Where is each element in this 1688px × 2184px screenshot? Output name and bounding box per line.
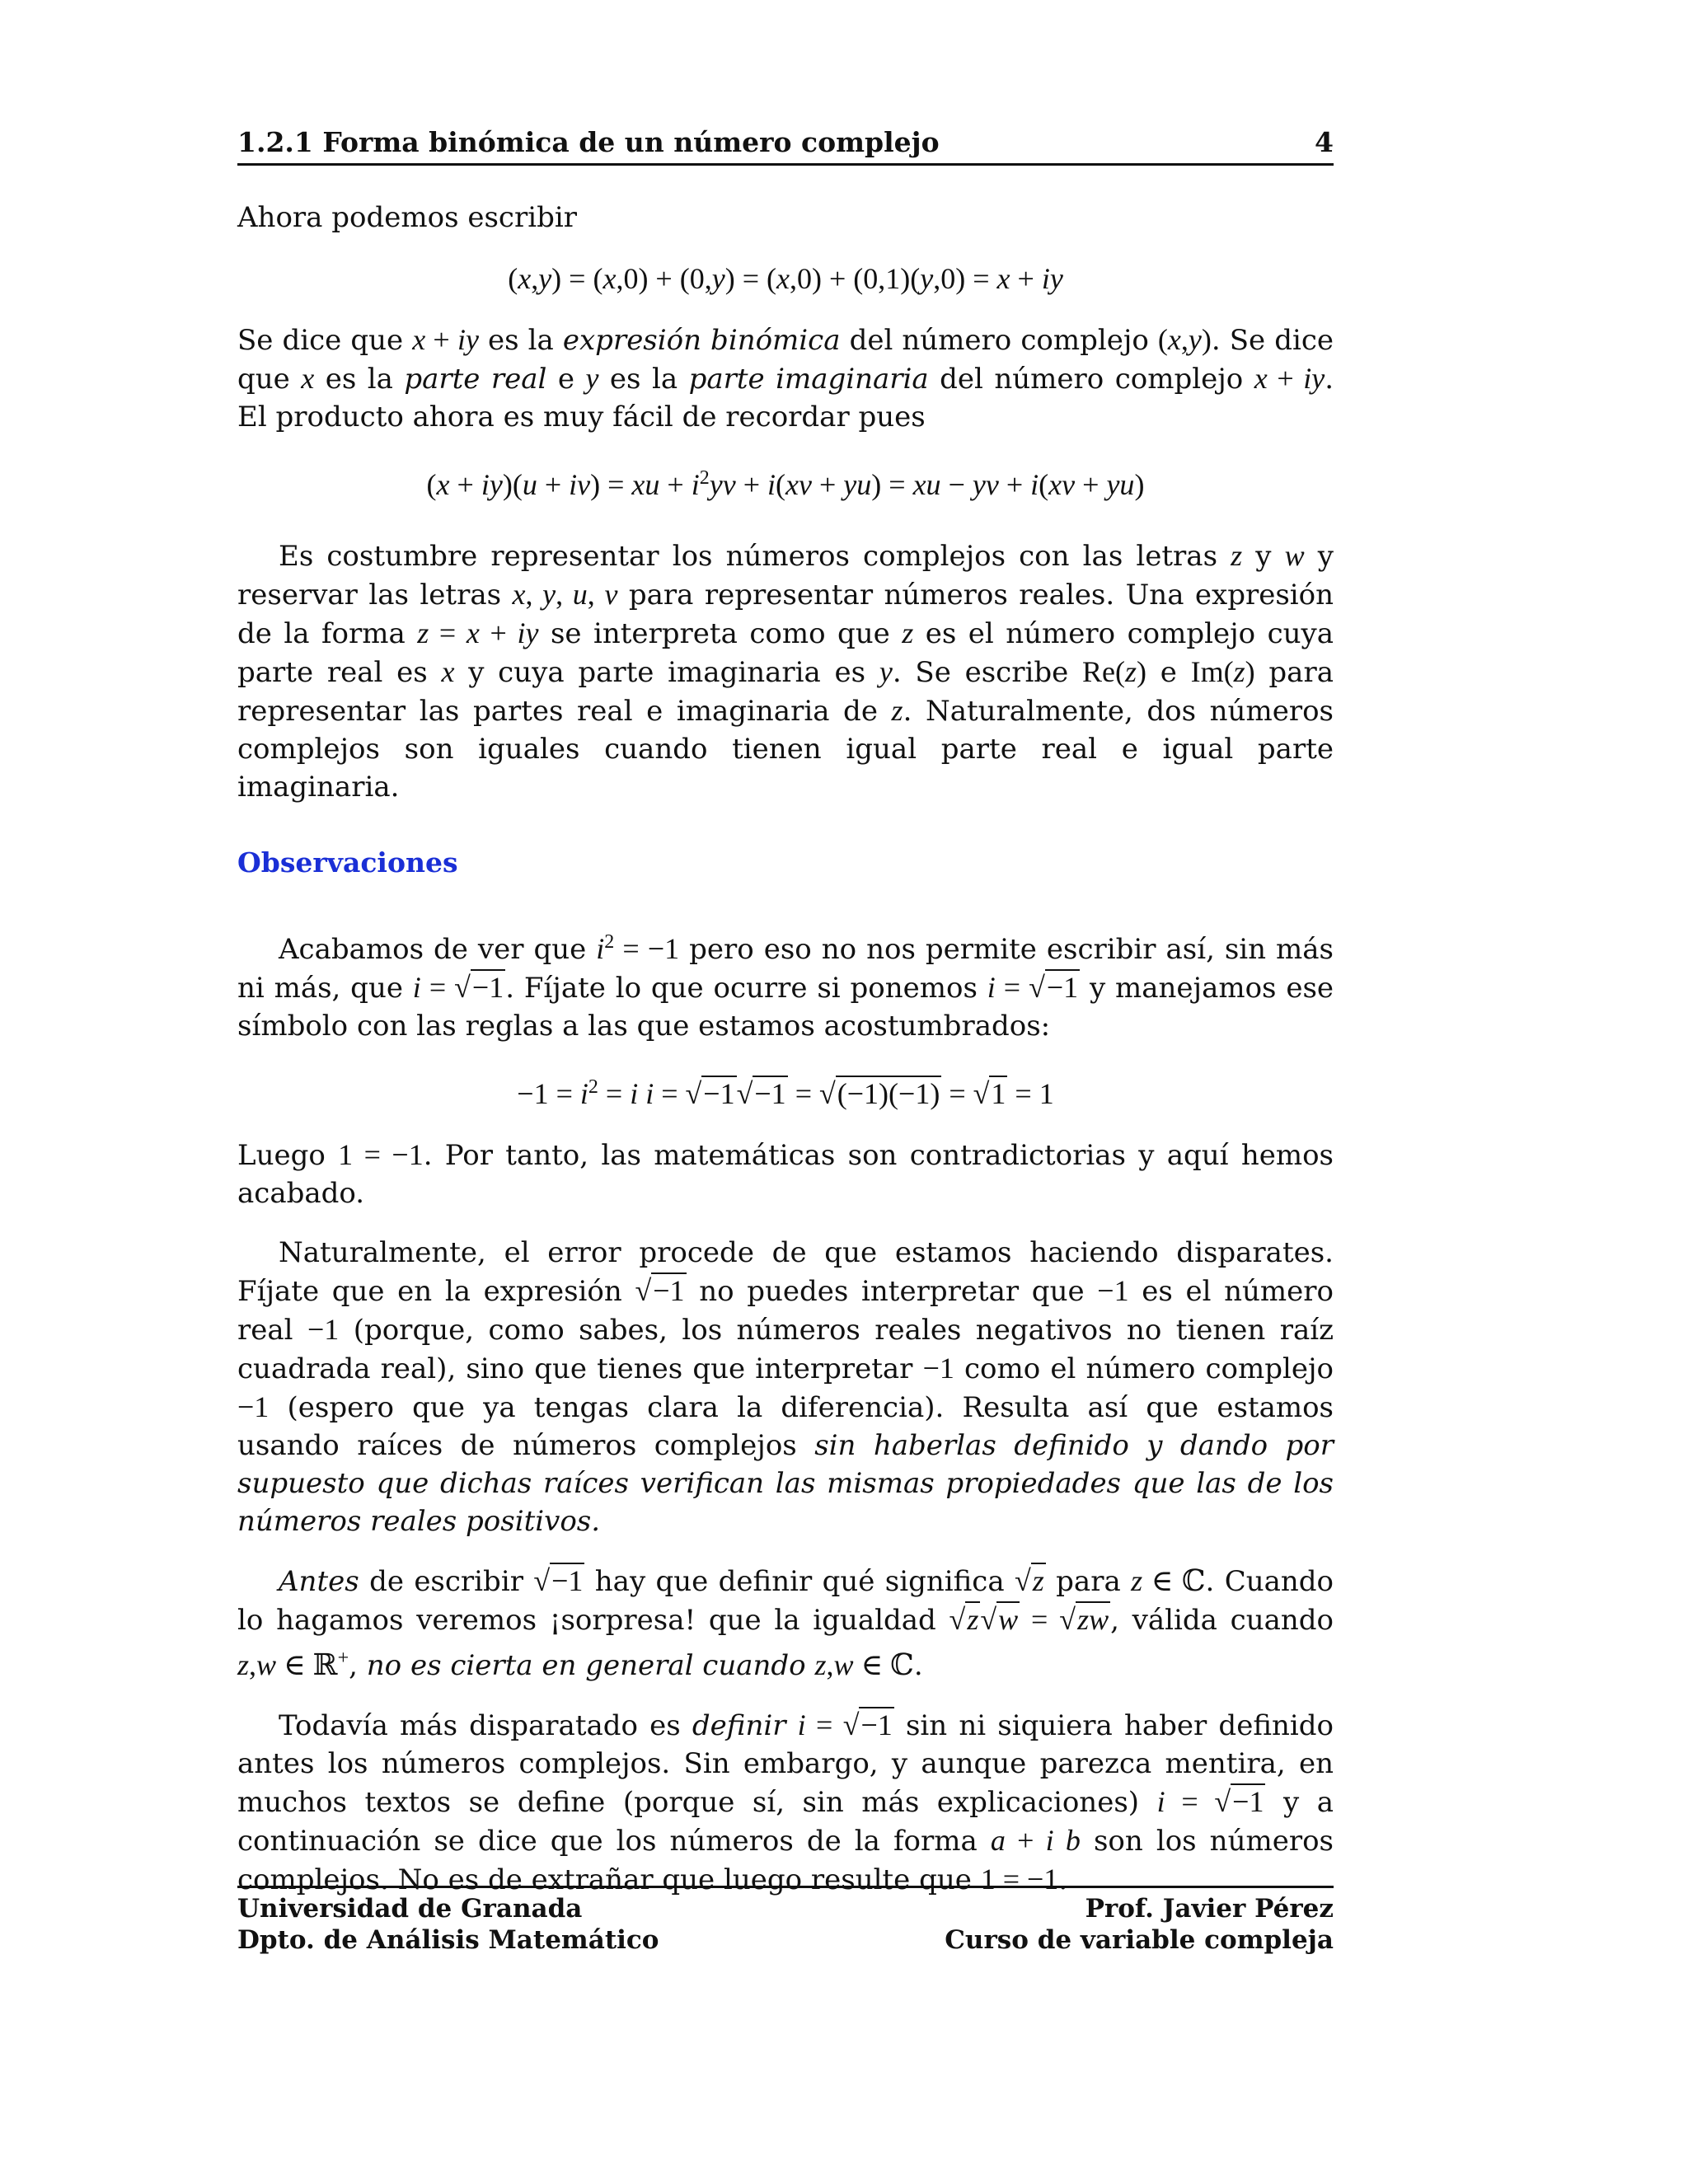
footer-left xyxy=(237,1893,659,1956)
running-header xyxy=(237,124,1334,166)
footer-course: Curso de variable compleja xyxy=(945,1925,1334,1955)
paragraph-conclusion: Luego 1 = −1. Por tanto, las matemáticas son contradictorias y aquí hemos acabado. xyxy=(237,1138,1334,1210)
page-number: 4 xyxy=(1315,126,1334,158)
equation-contradiction: $-1 = i^2 = i$ i = √−1√−1 = √(−1)(−1) = √1 = 1 xyxy=(517,1076,1054,1110)
footer-author: Prof. Javier Pérez xyxy=(1085,1894,1334,1924)
section-title: 1.2.1 Forma binómica de un número complejo xyxy=(237,126,940,158)
equation-binomial: (x,y) = (x,0) + (0,y) = (x,0) + (0,1)(y,0) = x + iy xyxy=(508,262,1063,295)
page-footer xyxy=(237,1886,1334,1956)
section-heading-observaciones: Observaciones xyxy=(237,846,458,879)
paragraph-final: Todavía más disparatado es definir i = √−1 sin ni siquiera haber definido antes los números complejos. Sin embargo, y aunque parezca mentira, en muchos textos se define (porque sí, sin más explicaciones) i = √−1 y a continuación se dice que los números de la forma a + i b son los números complejos. No es de extrañar que luego resulte que 1 = −1. xyxy=(237,1708,1334,1896)
paragraph-definition-warning: Antes de escribir √−1 hay que definir qué significa √z para z ∈ ℂ. Cuando lo hagamos veremos ¡sorpresa! que la igualdad √z√w = √zw, válida cuando z,w ∈ ℝ+, no es cierta en general cuando z,w ∈ ℂ. xyxy=(237,1564,1334,1682)
footer-department: Dpto. de Análisis Matemático xyxy=(237,1925,659,1955)
paragraph-definition: Se dice que x + iy es la expresión binómica del número complejo (x,y). Se dice que x es la parte real e y es la parte imaginaria del número complejo x + iy. El producto ahora es muy fácil de recordar pues xyxy=(237,323,1334,434)
footer-right xyxy=(945,1893,1334,1956)
footer-university: Universidad de Granada xyxy=(237,1894,583,1924)
equation-product: (x + iy)(u + iv) = xu + $i^2yv + i(xv + yu)$ = xu − yv + i(xv + yu) xyxy=(426,467,1145,501)
page-body xyxy=(237,124,1334,1899)
paragraph-intro: Ahora podemos escribir xyxy=(237,201,577,234)
paragraph-observation-1: Acabamos de ver que $i^2 = -1$ pero eso no nos permite escribir así, sin más ni más, que i = √−1. Fíjate lo que ocurre si ponemos i = √−1 y manejamos ese símbolo con las reglas a las que estamos acostumbrados: xyxy=(237,931,1334,1043)
paragraph-explanation: Naturalmente, el error procede de que estamos haciendo disparates. Fíjate que en la expresión √−1 no puedes interpretar que −1 es el número real −1 (porque, como sabes, los números reales negativos no tienen raíz cuadrada real), sino que tienes que interpretar −1 como el número complejo −1 (espero que ya tengas clara la diferencia). Resulta así que estamos usando raíces de números complejos sin haberlas definido y dando por supuesto que dichas raíces verifican las mismas propiedades que las de los números reales positivos. xyxy=(237,1236,1334,1538)
paragraph-notation: Es costumbre representar los números complejos con las letras z y w y reservar las letras x, y, u, v para representar números reales. Una expresión de la forma z = x + iy se interpreta como que z es el número complejo cuya parte real es x y cuya parte imaginaria es y. Se escribe Re(z) e Im(z) para representar las partes real e imaginaria de z. Naturalmente, dos números complejos son iguales cuando tienen igual parte real e igual parte imaginaria. xyxy=(237,539,1334,804)
